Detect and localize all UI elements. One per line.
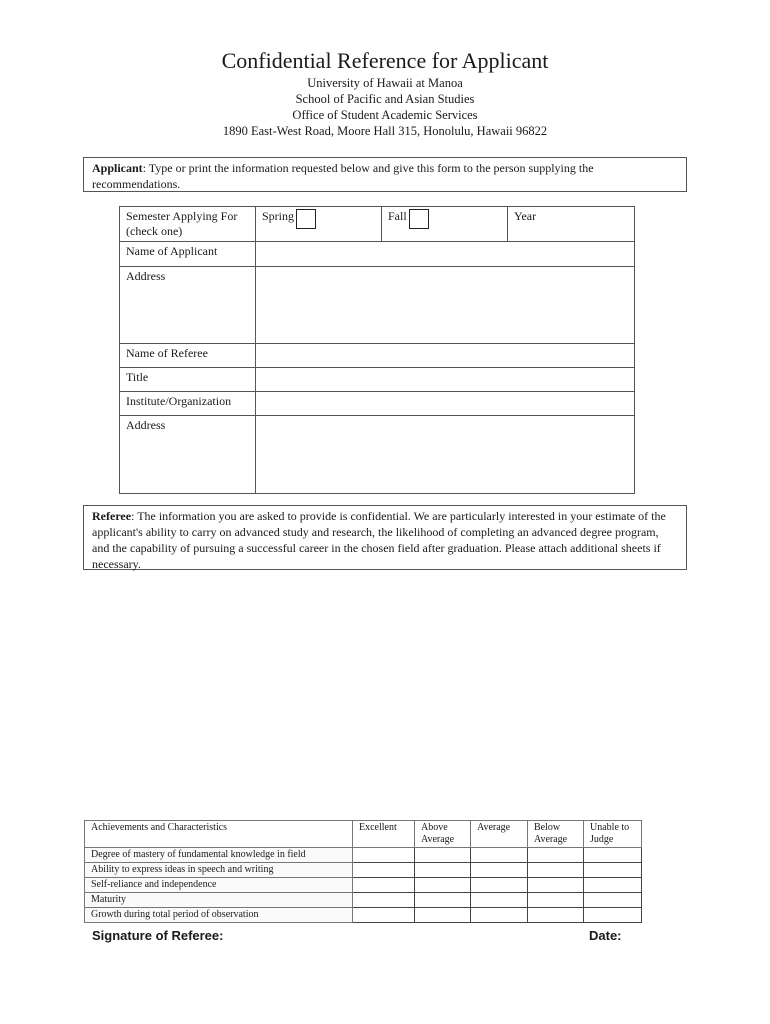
rating-header-excellent: Excellent [353,821,415,848]
criterion-maturity: Maturity [85,893,353,908]
rating-header-criteria: Achievements and Characteristics [85,821,353,848]
criterion-growth: Growth during total period of observation [85,908,353,923]
applicant-info-table [119,206,635,494]
rating-cell[interactable] [415,908,471,923]
rating-cell[interactable] [471,863,528,878]
title-label: Title [120,368,256,392]
institute-label: Institute/Organization [120,392,256,416]
rating-cell[interactable] [471,908,528,923]
criterion-self-reliance: Self-reliance and independence [85,878,353,893]
rating-header-unable: Unable to Judge [584,821,642,848]
fall-cell [382,207,508,242]
spring-checkbox[interactable] [296,209,316,229]
page-title: Confidential Reference for Applicant [221,48,549,73]
fall-checkbox[interactable] [409,209,429,229]
semester-label: Semester Applying For (check one) [120,207,256,242]
rating-cell[interactable] [528,908,584,923]
name-of-applicant-label: Name of Applicant [120,242,256,267]
referee-label: Referee [92,509,132,523]
fall-label: Fall [388,209,407,223]
rating-cell[interactable] [584,878,642,893]
applicant-address-field[interactable] [256,267,635,344]
rating-header-below-average: Below Average [528,821,584,848]
rating-header-above-average: Above Average [415,821,471,848]
rating-cell[interactable] [584,893,642,908]
applicant-text: : Type or print the information requested below and give this form to the person supplying the recommendations. [92,161,594,191]
rating-cell[interactable] [528,893,584,908]
referee-instructions [83,505,687,570]
rating-cell[interactable] [584,848,642,863]
name-of-applicant-field[interactable] [256,242,635,267]
referee-address-field[interactable] [256,416,635,494]
criterion-mastery: Degree of mastery of fundamental knowledge in field [85,848,353,863]
rating-cell[interactable] [528,848,584,863]
office-line: Office of Student Academic Services [292,108,478,122]
applicant-label: Applicant [92,161,143,175]
institute-field[interactable] [256,392,635,416]
signature-label: Signature of Referee: [92,928,224,943]
rating-cell[interactable] [353,893,415,908]
rating-cell[interactable] [584,863,642,878]
referee-text: : The information you are asked to provide is confidential. We are particularly interested in your estimate of the applicant's ability to carry on advanced study and research, the likelihood of completing an advanced degree program, and the capability of pursuing a successful career in the chosen field after graduation. Please attach additional sheets if necessary. [92,509,666,571]
criterion-expression: Ability to express ideas in speech and writing [85,863,353,878]
rating-cell[interactable] [471,893,528,908]
rating-table [84,820,642,923]
rating-cell[interactable] [584,908,642,923]
applicant-instructions [83,157,687,192]
rating-cell[interactable] [353,908,415,923]
university-line: University of Hawaii at Manoa [307,76,463,90]
year-label: Year [514,209,537,223]
referee-address-label: Address [120,416,256,494]
name-of-referee-label: Name of Referee [120,344,256,368]
year-cell[interactable] [508,207,635,242]
applicant-address-label: Address [120,267,256,344]
spring-label: Spring [262,209,295,223]
rating-cell[interactable] [353,878,415,893]
rating-cell[interactable] [471,848,528,863]
rating-cell[interactable] [471,878,528,893]
rating-cell[interactable] [528,878,584,893]
rating-cell[interactable] [353,863,415,878]
name-of-referee-field[interactable] [256,344,635,368]
spring-cell [256,207,382,242]
rating-cell[interactable] [528,863,584,878]
title-field[interactable] [256,368,635,392]
rating-cell[interactable] [415,863,471,878]
address-line: 1890 East-West Road, Moore Hall 315, Honolulu, Hawaii 96822 [222,124,548,138]
date-label: Date: [589,928,622,943]
rating-header-average: Average [471,821,528,848]
rating-cell[interactable] [415,848,471,863]
rating-cell[interactable] [415,893,471,908]
rating-cell[interactable] [353,848,415,863]
rating-cell[interactable] [415,878,471,893]
school-line: School of Pacific and Asian Studies [295,92,475,106]
